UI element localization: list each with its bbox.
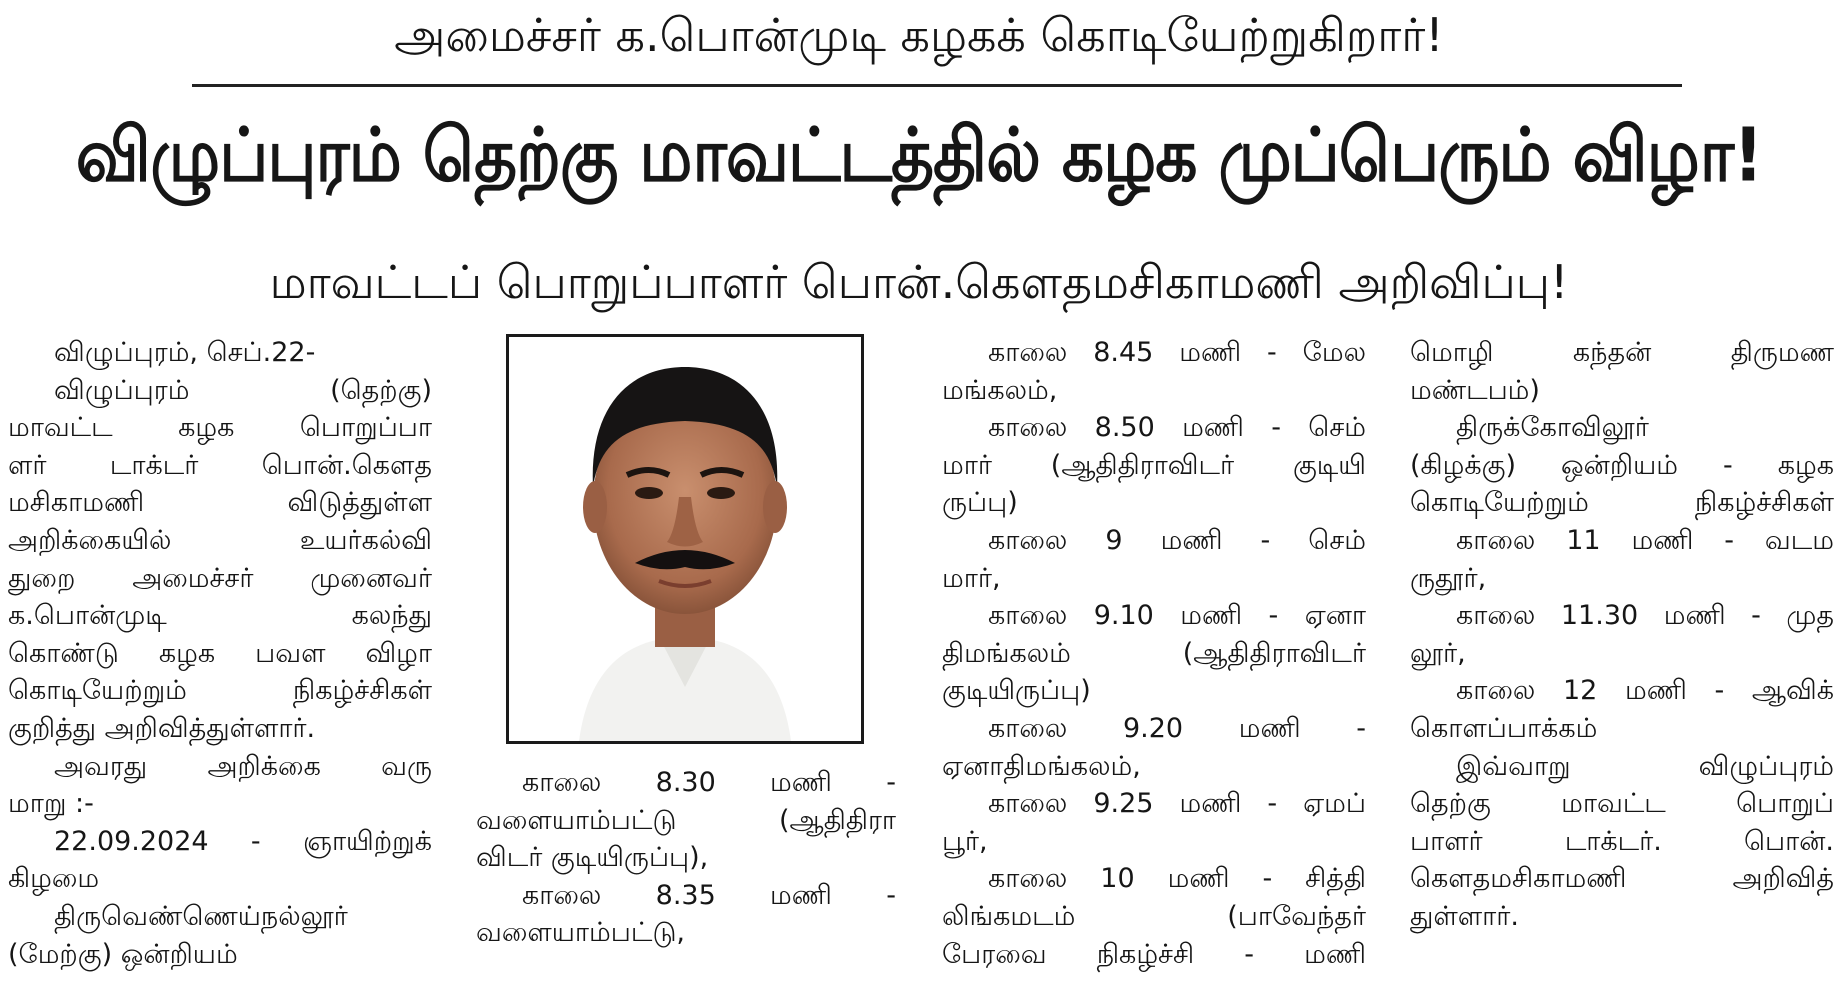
article-column-4: [1410, 334, 1834, 936]
text-line: மொழி கந்தன் திருமண: [1410, 337, 1834, 368]
portrait-illustration: [509, 337, 861, 741]
text-line: காலை 11.30 மணி - முத: [1456, 600, 1834, 632]
text-line: திருக்கோவிலூர்: [1456, 412, 1649, 444]
article-column-3: [942, 334, 1366, 973]
text-line: (கிழக்கு) ஒன்றியம் - கழக: [1410, 449, 1834, 481]
article-column-2: [476, 764, 896, 952]
text-line: விழுப்புரம் (தெற்கு): [54, 374, 432, 406]
text-line: கௌதமசிகாமணி அறிவித்: [1410, 863, 1834, 895]
text-line: குறித்து அறிவித்துள்ளார்.: [8, 712, 316, 744]
text-line: ருதூர்,: [1410, 562, 1487, 594]
text-line: மார் (ஆதிதிராவிடர் குடியி: [942, 449, 1366, 481]
headline-main: விழுப்புரம் தெற்கு மாவட்டத்தில் கழக முப்பெரும் விழா!: [75, 112, 1763, 199]
text-line: வளையாம்பட்டு,: [476, 917, 685, 949]
text-line: விழுப்புரம், செப்.22-: [54, 337, 316, 368]
text-line: வளையாம்பட்டு (ஆதிதிரா: [476, 804, 896, 836]
text-line: பூர்,: [942, 825, 988, 857]
text-line: கொளப்பாக்கம்: [1410, 712, 1598, 744]
text-line: காலை 10 மணி - சித்தி: [988, 863, 1366, 895]
text-line: காலை 12 மணி - ஆவிக்: [1456, 675, 1834, 707]
text-line: காலை 8.50 மணி - செம்: [988, 412, 1366, 444]
text-line: காலை 9 மணி - செம்: [988, 524, 1366, 556]
text-line: கொண்டு கழக பவள விழா: [8, 637, 432, 669]
text-line: கொடியேற்றும் நிகழ்ச்சிகள்: [8, 675, 432, 707]
text-line: மாறு :-: [8, 788, 94, 820]
portrait-photo: [506, 334, 864, 744]
text-line: காலை 11 மணி - வடம: [1456, 524, 1834, 556]
text-line: தெற்கு மாவட்ட பொறுப்: [1410, 788, 1834, 820]
text-line: லிங்கமடம் (பாவேந்தர்: [942, 900, 1366, 932]
article-column-1: [8, 334, 432, 973]
headline-sub: மாவட்டப் பொறுப்பாளர் பொன்.கௌதமசிகாமணி அறிவிப்பு!: [269, 255, 1569, 309]
text-line: மசிகாமணி விடுத்துள்ள: [8, 487, 432, 519]
text-line: காலை 9.20 மணி -: [988, 712, 1366, 744]
text-line: திமங்கலம் (ஆதிதிராவிடர்: [942, 637, 1366, 669]
text-line: காலை 9.25 மணி - ஏமப்: [988, 788, 1366, 820]
text-line: ருப்பு): [942, 487, 1018, 519]
text-line: மண்டபம்): [1410, 374, 1540, 406]
text-line: ளர் டாக்டர் பொன்.கௌத: [8, 449, 432, 481]
text-line: காலை 8.45 மணி - மேல: [988, 337, 1366, 368]
text-line: க.பொன்முடி கலந்து: [8, 600, 432, 632]
text-line: அவரது அறிக்கை வரு: [54, 750, 432, 782]
text-line: மார்,: [942, 562, 1001, 594]
text-line: விடர் குடியிருப்பு),: [476, 842, 709, 874]
text-line: மாவட்ட கழக பொறுப்பா: [8, 412, 432, 444]
text-line: கிழமை: [8, 863, 100, 895]
text-line: பேரவை நிகழ்ச்சி - மணி: [942, 938, 1366, 970]
headline-divider: [192, 84, 1682, 87]
text-line: மங்கலம்,: [942, 374, 1058, 406]
text-line: காலை 8.35 மணி -: [522, 879, 896, 911]
text-line: (மேற்கு) ஒன்றியம்: [8, 938, 238, 970]
text-line: காலை 8.30 மணி -: [522, 767, 896, 798]
text-line: திருவெண்ணெய்நல்லூர்: [54, 900, 348, 932]
text-line: லூர்,: [1410, 637, 1466, 669]
text-line: குடியிருப்பு): [942, 675, 1091, 707]
text-line: துறை அமைச்சர் முனைவர்: [8, 562, 432, 594]
headline-top: அமைச்சர் க.பொன்முடி கழகக் கொடியேற்றுகிறார்!: [394, 8, 1444, 62]
text-line: கொடியேற்றும் நிகழ்ச்சிகள்: [1410, 487, 1834, 519]
text-line: அறிக்கையில் உயர்கல்வி: [8, 524, 432, 556]
text-line: ஏனாதிமங்கலம்,: [942, 750, 1141, 782]
text-line: காலை 9.10 மணி - ஏனா: [988, 600, 1366, 632]
text-line: பாளர் டாக்டர். பொன்.: [1410, 825, 1834, 857]
text-line: 22.09.2024 - ஞாயிற்றுக்: [54, 825, 432, 857]
text-line: இவ்வாறு விழுப்புரம்: [1456, 750, 1834, 782]
text-line: துள்ளார்.: [1410, 900, 1519, 932]
